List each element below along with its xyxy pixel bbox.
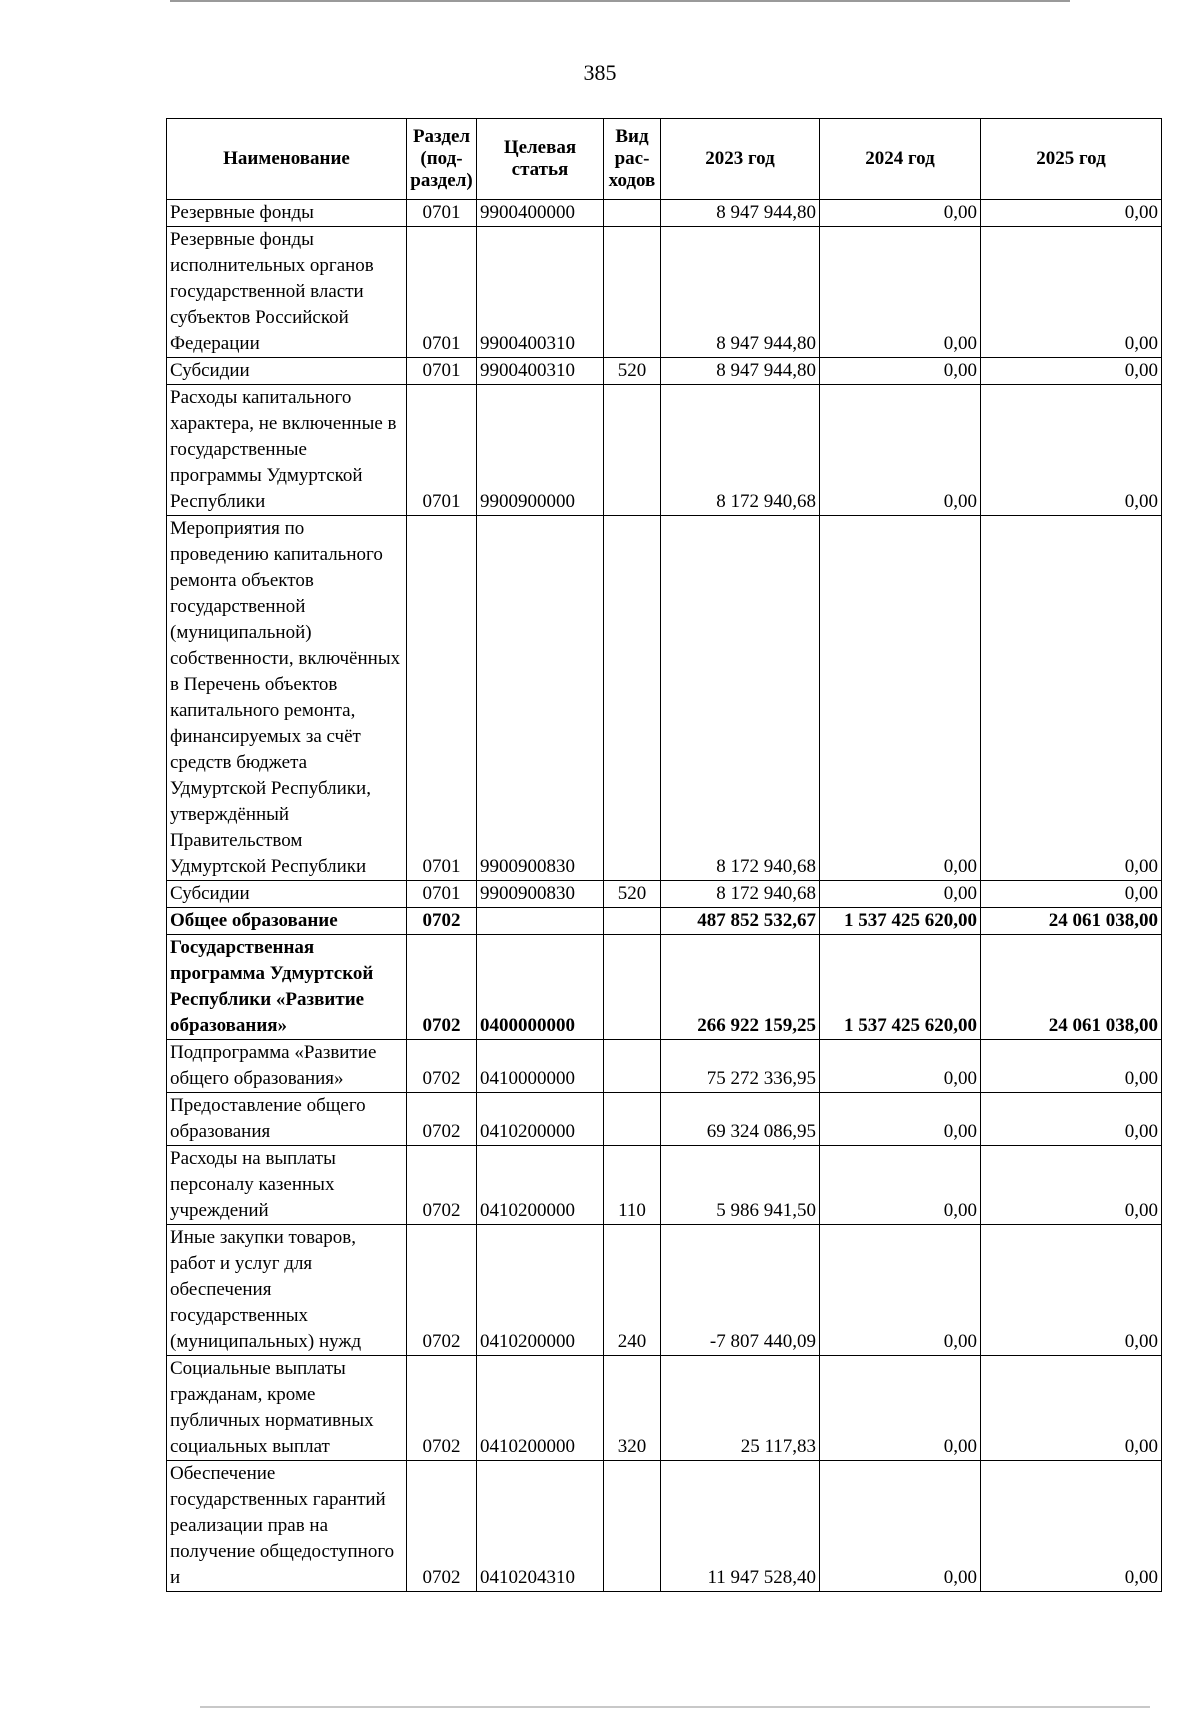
cell-name: Государственная программа Удмуртской Республики «Развитие образования»	[167, 935, 407, 1040]
cell-section: 0702	[407, 1225, 477, 1356]
cell-2023: 69 324 086,95	[661, 1093, 820, 1146]
cell-name: Расходы капитального характера, не включенные в государственные программы Удмуртской Республики	[167, 385, 407, 516]
cell-2024: 1 537 425 620,00	[820, 908, 981, 935]
cell-name: Общее образование	[167, 908, 407, 935]
cell-kind	[604, 385, 661, 516]
cell-kind: 320	[604, 1356, 661, 1461]
table-row	[167, 200, 1162, 227]
cell-2023: 8 947 944,80	[661, 227, 820, 358]
cell-kind: 110	[604, 1146, 661, 1225]
header-section: Раздел (под-раздел)	[407, 119, 477, 200]
cell-section: 0701	[407, 385, 477, 516]
cell-section: 0702	[407, 908, 477, 935]
cell-name: Социальные выплаты гражданам, кроме публичных нормативных социальных выплат	[167, 1356, 407, 1461]
cell-2024: 0,00	[820, 1225, 981, 1356]
table-row	[167, 881, 1162, 908]
cell-section: 0702	[407, 935, 477, 1040]
cell-section: 0701	[407, 200, 477, 227]
cell-kind	[604, 935, 661, 1040]
cell-article: 0410204310	[477, 1461, 604, 1592]
table-header-row	[167, 119, 1162, 200]
cell-name: Предоставление общего образования	[167, 1093, 407, 1146]
cell-2023: 8 172 940,68	[661, 881, 820, 908]
cell-2025: 0,00	[981, 200, 1162, 227]
cell-2024: 0,00	[820, 881, 981, 908]
cell-2023: 8 947 944,80	[661, 358, 820, 385]
cell-article: 0410200000	[477, 1356, 604, 1461]
table-row	[167, 1146, 1162, 1225]
cell-2025: 0,00	[981, 1093, 1162, 1146]
cell-2024: 0,00	[820, 516, 981, 881]
header-2023: 2023 год	[661, 119, 820, 200]
table-row	[167, 935, 1162, 1040]
cell-2024: 0,00	[820, 1356, 981, 1461]
cell-article: 9900400000	[477, 200, 604, 227]
cell-article: 9900900000	[477, 385, 604, 516]
table-row	[167, 1461, 1162, 1592]
cell-2023: 5 986 941,50	[661, 1146, 820, 1225]
cell-name: Резервные фонды	[167, 200, 407, 227]
table-body	[167, 200, 1162, 1592]
header-kind: Вид рас-ходов	[604, 119, 661, 200]
table-row	[167, 227, 1162, 358]
cell-2024: 0,00	[820, 1040, 981, 1093]
cell-2023: 8 947 944,80	[661, 200, 820, 227]
cell-2025: 24 061 038,00	[981, 935, 1162, 1040]
cell-2025: 0,00	[981, 1225, 1162, 1356]
cell-section: 0701	[407, 881, 477, 908]
cell-section: 0702	[407, 1040, 477, 1093]
table-row	[167, 516, 1162, 881]
cell-kind	[604, 1093, 661, 1146]
table-row	[167, 908, 1162, 935]
cell-section: 0701	[407, 516, 477, 881]
cell-section: 0701	[407, 358, 477, 385]
cell-2024: 0,00	[820, 1146, 981, 1225]
scan-edge-bottom	[200, 1706, 1150, 1708]
cell-article: 9900900830	[477, 516, 604, 881]
table-row	[167, 1040, 1162, 1093]
cell-2024: 0,00	[820, 1461, 981, 1592]
cell-2025: 0,00	[981, 227, 1162, 358]
header-article: Целевая статья	[477, 119, 604, 200]
cell-kind	[604, 1461, 661, 1592]
cell-2023: 11 947 528,40	[661, 1461, 820, 1592]
cell-article: 0410200000	[477, 1146, 604, 1225]
cell-section: 0702	[407, 1461, 477, 1592]
table-row	[167, 358, 1162, 385]
table-row	[167, 385, 1162, 516]
cell-article: 0400000000	[477, 935, 604, 1040]
scan-edge-top	[170, 0, 1070, 2]
header-name: Наименование	[167, 119, 407, 200]
cell-kind	[604, 200, 661, 227]
cell-kind	[604, 516, 661, 881]
cell-2025: 0,00	[981, 1461, 1162, 1592]
cell-2024: 0,00	[820, 1093, 981, 1146]
cell-name: Субсидии	[167, 881, 407, 908]
cell-2023: 8 172 940,68	[661, 385, 820, 516]
page-number: 385	[583, 60, 617, 85]
cell-section: 0702	[407, 1146, 477, 1225]
cell-2024: 0,00	[820, 358, 981, 385]
cell-2024: 1 537 425 620,00	[820, 935, 981, 1040]
cell-article: 0410200000	[477, 1225, 604, 1356]
budget-table	[166, 118, 1162, 1592]
cell-article: 9900400310	[477, 358, 604, 385]
cell-article	[477, 908, 604, 935]
cell-2023: -7 807 440,09	[661, 1225, 820, 1356]
cell-article: 0410200000	[477, 1093, 604, 1146]
cell-2024: 0,00	[820, 200, 981, 227]
cell-2025: 0,00	[981, 516, 1162, 881]
cell-name: Мероприятия по проведению капитального ремонта объектов государственной (муниципальной) собственности, включённых в Перечень объектов капитального ремонта, финансируемых за счёт средств бюджета Удмуртской Республики, утверждённый Правительством Удмуртской Республики	[167, 516, 407, 881]
cell-2025: 0,00	[981, 1356, 1162, 1461]
cell-section: 0701	[407, 227, 477, 358]
cell-2023: 487 852 532,67	[661, 908, 820, 935]
cell-2025: 0,00	[981, 385, 1162, 516]
cell-article: 9900900830	[477, 881, 604, 908]
header-2024: 2024 год	[820, 119, 981, 200]
cell-article: 9900400310	[477, 227, 604, 358]
cell-2025: 0,00	[981, 1040, 1162, 1093]
table-row	[167, 1356, 1162, 1461]
cell-2025: 0,00	[981, 358, 1162, 385]
cell-2025: 0,00	[981, 1146, 1162, 1225]
cell-kind	[604, 908, 661, 935]
cell-article: 0410000000	[477, 1040, 604, 1093]
cell-name: Подпрограмма «Развитие общего образования»	[167, 1040, 407, 1093]
cell-2024: 0,00	[820, 385, 981, 516]
table-row	[167, 1225, 1162, 1356]
cell-name: Субсидии	[167, 358, 407, 385]
table-row	[167, 1093, 1162, 1146]
cell-2023: 25 117,83	[661, 1356, 820, 1461]
cell-2023: 75 272 336,95	[661, 1040, 820, 1093]
cell-section: 0702	[407, 1093, 477, 1146]
header-2025: 2025 год	[981, 119, 1162, 200]
cell-2025: 0,00	[981, 881, 1162, 908]
cell-kind: 240	[604, 1225, 661, 1356]
cell-kind	[604, 227, 661, 358]
cell-kind: 520	[604, 881, 661, 908]
cell-2023: 8 172 940,68	[661, 516, 820, 881]
cell-kind: 520	[604, 358, 661, 385]
cell-name: Обеспечение государственных гарантий реализации прав на получение общедоступного и	[167, 1461, 407, 1592]
cell-2024: 0,00	[820, 227, 981, 358]
cell-name: Иные закупки товаров, работ и услуг для обеспечения государственных (муниципальных) нужд	[167, 1225, 407, 1356]
cell-name: Резервные фонды исполнительных органов государственной власти субъектов Российской Федерации	[167, 227, 407, 358]
cell-section: 0702	[407, 1356, 477, 1461]
cell-name: Расходы на выплаты персоналу казенных учреждений	[167, 1146, 407, 1225]
cell-kind	[604, 1040, 661, 1093]
cell-2023: 266 922 159,25	[661, 935, 820, 1040]
cell-2025: 24 061 038,00	[981, 908, 1162, 935]
